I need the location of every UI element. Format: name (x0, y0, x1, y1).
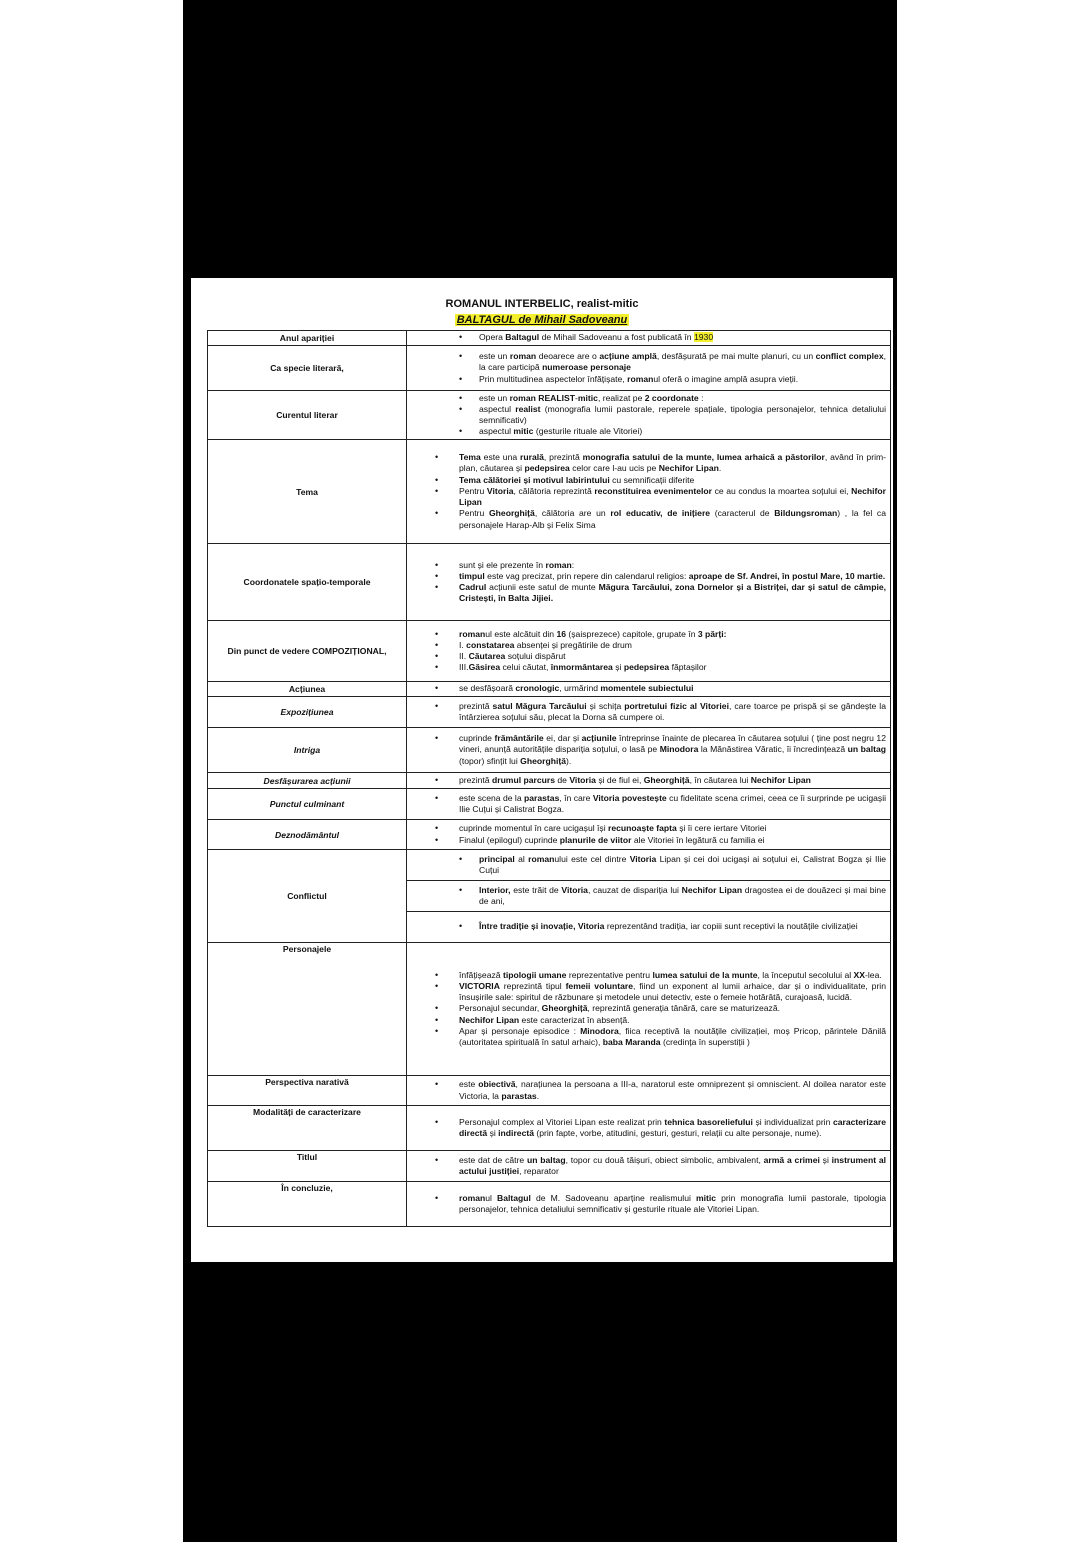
row-content (407, 1076, 891, 1106)
table-row (208, 346, 891, 391)
list-item: • sunt și ele prezente în roman: (407, 560, 886, 571)
table-row (208, 440, 891, 544)
list-item: • romanul este alcătuit din 16 (șaisprezece) capitole, grupate în 3 părți: (407, 629, 886, 640)
row-label: Ca specie literară, (208, 346, 407, 391)
row-content (407, 544, 891, 621)
list-item: • este scena de la parastas, în care Vitoria povestește cu fidelitate scena crimei, ceea ce îi surprinde pe ucigașii Ilie Cuțui și Calistrat Bogza. (407, 793, 886, 815)
row-content (407, 820, 891, 850)
list-item: • cuprinde momentul în care ucigașul își recunoaște fapta și îi cere iertare Vitoriei (407, 823, 886, 834)
list-item: • prezintă drumul parcurs de Vitoria și de fiul ei, Gheorghiță, în căutarea lui Nechifor Lipan (407, 775, 886, 786)
row-label: Anul apariției (208, 331, 407, 346)
list-item: • este dat de către un baltag, topor cu două tăișuri, obiect simbolic, ambivalent, armă a crimei și instrument al actului justiției, reparator (407, 1155, 886, 1177)
document-page (191, 278, 893, 1262)
row-content (407, 697, 891, 728)
list-item: • Opera Baltagul de Mihail Sadoveanu a fost publicată în 1930 (407, 332, 886, 343)
row-content (407, 1182, 891, 1227)
table-row (208, 1076, 891, 1106)
list-item: • timpul este vag precizat, prin repere din calendarul religios: aproape de Sf. Andrei, în postul Mare, 10 martie. (407, 571, 886, 582)
row-label: Curentul literar (208, 391, 407, 440)
list-item: • Prin multitudinea aspectelor înfățișate, romanul oferă o imagine amplă asupra vieții. (407, 374, 886, 385)
table-row (208, 789, 891, 820)
row-label: Expozițiunea (208, 697, 407, 728)
list-item: • Finalul (epilogul) cuprinde planurile de viitor ale Vitoriei în legătură cu familia ei (407, 835, 886, 846)
table-row (208, 943, 891, 1076)
row-content (407, 1151, 891, 1182)
table-row (208, 1182, 891, 1227)
list-item: • se desfășoară cronologic, urmărind momentele subiectului (407, 683, 886, 694)
table-row (208, 850, 891, 881)
list-item: • Personajul secundar, Gheorghiță, reprezintă generația tânără, care se maturizează. (407, 1003, 886, 1014)
row-content (407, 943, 891, 1076)
list-item: • este obiectivă, narațiunea la persoana a III-a, naratorul este omniprezent și omniscient. Al doilea narator este Victoria, la parastas. (407, 1079, 886, 1101)
list-item: • Apar și personaje episodice : Minodora, fiica receptivă la noutățile civilizației, moș Pricop, părintele Dănilă (autoritatea spirituală în satul arhaic), baba Maranda (credința în superstiții ) (407, 1026, 886, 1048)
table-row (208, 331, 891, 346)
list-item: • VICTORIA reprezintă tipul femeii voluntare, fiind un exponent al lumii arhaice, dar și o individualitate, prin însușirile sale: spiritul de răzbunare și metodele unui detectiv, este o femeie hotărâtă, curajoasă, lucidă. (407, 981, 886, 1003)
list-item: • înfățișează tipologii umane reprezentative pentru lumea satului de la munte, la începutul secolului al XX-lea. (407, 970, 886, 981)
row-label: Acțiunea (208, 682, 407, 697)
list-item: • Interior, este trăit de Vitoria, cauzat de dispariția lui Nechifor Lipan dragostea ei de douăzeci și mai bine de ani, (407, 885, 886, 907)
row-content (407, 773, 891, 789)
table-row (208, 621, 891, 682)
row-content (407, 728, 891, 773)
table-row (208, 544, 891, 621)
table-row (208, 1151, 891, 1182)
list-item: • III.Găsirea celui căutat, înmormântarea și pedepsirea făptașilor (407, 662, 886, 673)
list-item: • II. Căutarea soțului dispărut (407, 651, 886, 662)
document-title: ROMANUL INTERBELIC, realist-mitic (445, 298, 639, 310)
table-row (208, 820, 891, 850)
row-label: Desfășurarea acțiunii (208, 773, 407, 789)
row-label: Deznodământul (208, 820, 407, 850)
list-item: • romanul Baltagul de M. Sadoveanu aparține realismului mitic prin monografia lumii pastorale, tipologia personajelor, tehnica detaliului semnificativ și gesturile rituale ale Vitoriei Lipan. (407, 1193, 886, 1215)
row-label: Din punct de vedere COMPOZIȚIONAL, (208, 621, 407, 682)
document-subtitle: BALTAGUL de Mihail Sadoveanu (456, 314, 628, 326)
list-item: • este un roman REALIST-mitic, realizat pe 2 coordonate : (407, 393, 886, 404)
row-content (407, 682, 891, 697)
row-content (407, 391, 891, 440)
row-label: Perspectiva narativă (208, 1076, 407, 1106)
table-row (208, 728, 891, 773)
list-item: • Personajul complex al Vitoriei Lipan este realizat prin tehnica basoreliefului și individualizat prin caracterizare directă și indirectă (prin fapte, vorbe, atitudini, gesturi, gesturi, relații cu alte personaje, nume). (407, 1117, 886, 1139)
list-item: • aspectul realist (monografia lumii pastorale, reperele spațiale, tipologia personajelor, tehnica detaliului semnificativ) (407, 404, 886, 426)
row-label: Conflictul (208, 850, 407, 943)
row-content (407, 331, 891, 346)
list-item: • este un roman deoarece are o acțiune amplă, desfășurată pe mai multe planuri, cu un conflict complex, la care participă numeroase personaje (407, 351, 886, 373)
table-row (208, 391, 891, 440)
table-row (208, 1106, 891, 1151)
row-label: Punctul culminant (208, 789, 407, 820)
list-item: • Tema este una rurală, prezintă monografia satului de la munte, lumea arhaică a păstorilor, având în prim-plan, căutarea și pedepsirea celor care l-au ucis pe Nechifor Lipan. (407, 452, 886, 474)
list-item: • cuprinde frământările ei, dar și acțiunile întreprinse înainte de plecarea în căutarea soțului ( ține post negru 12 vineri, anunță autoritățile dispariția soțului, o lasă pe Minodora la Mănăstirea Văratic, îi încredințează un baltag (topor) sfințit lui Gheorghiță). (407, 733, 886, 767)
list-item: • Nechifor Lipan este caracterizat în absență. (407, 1015, 886, 1026)
row-content (407, 789, 891, 820)
list-item: • Cadrul acțiunii este satul de munte Măgura Tarcăului, zona Dornelor și a Bistriței, dar și satul de câmpie, Cristești, în Balta Jijiei. (407, 582, 886, 604)
summary-table (207, 330, 891, 1227)
row-content (407, 346, 891, 391)
list-item: • aspectul mitic (gesturile rituale ale Vitoriei) (407, 426, 886, 437)
row-label: Coordonatele spațio-temporale (208, 544, 407, 621)
row-content (407, 621, 891, 682)
list-item: • principal al romanului este cel dintre Vitoria Lipan și cei doi ucigași ai soțului ei, Calistrat Bogza și Ilie Cuțui (407, 854, 886, 876)
row-label: Modalități de caracterizare (208, 1106, 407, 1151)
row-label: Personajele (208, 943, 407, 1076)
list-item: • Tema călătoriei și motivul labirintului cu semnificații diferite (407, 475, 886, 486)
list-item: • I. constatarea absenței și pregătirile de drum (407, 640, 886, 651)
row-label: În concluzie, (208, 1182, 407, 1227)
row-content (407, 440, 891, 544)
table-row (208, 773, 891, 789)
row-label: Intriga (208, 728, 407, 773)
table-row (208, 682, 891, 697)
list-item: • Pentru Gheorghiță, călătoria are un rol educativ, de inițiere (caracterul de Bildungsroman) , la fel ca personajele Harap-Alb și Felix Sima (407, 508, 886, 530)
table-row (208, 697, 891, 728)
list-item: • Între tradiție și inovație, Vitoria reprezentând tradiția, iar copiii sunt receptivi la noutățile civilizației (407, 921, 886, 932)
row-label: Tema (208, 440, 407, 544)
list-item: • Pentru Vitoria, călătoria reprezintă reconstituirea evenimentelor ce au condus la moartea soțului ei, Nechifor Lipan (407, 486, 886, 508)
row-label: Titlul (208, 1151, 407, 1182)
row-content (407, 1106, 891, 1151)
list-item: • prezintă satul Măgura Tarcăului și schița portretului fizic al Vitoriei, care toarce pe prispă și se gândește la întârzierea soțului său, plecat la Dorna să cumpere oi. (407, 701, 886, 723)
